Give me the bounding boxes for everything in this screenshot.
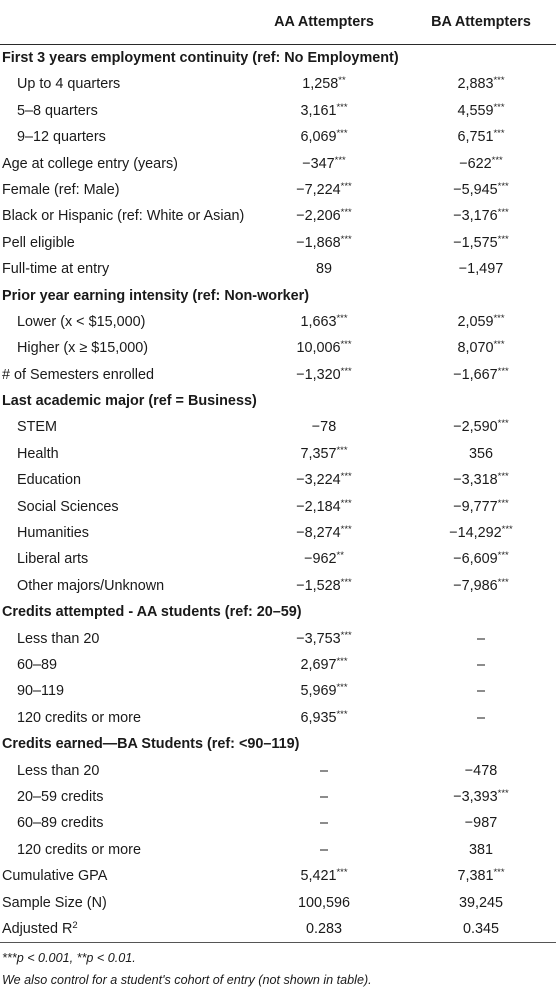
aa-coefficient-cell <box>242 784 406 810</box>
row-label-text: Cumulative GPA <box>2 868 108 885</box>
row-label-text: 20–59 credits <box>17 788 104 805</box>
table-row <box>0 494 556 520</box>
aa-coefficient-cell <box>242 414 406 440</box>
table-row <box>0 652 556 678</box>
table-row <box>0 71 556 97</box>
row-label-text: Lower (x < $15,000) <box>17 313 146 330</box>
aa-coefficient-value: 5,421 <box>300 868 337 885</box>
table-row <box>0 784 556 810</box>
aa-coefficient-cell <box>242 494 406 520</box>
aa-coefficient-value: −8,274 <box>296 525 341 542</box>
table-row <box>0 203 556 229</box>
table-row <box>0 890 556 916</box>
row-label-text: STEM <box>17 419 57 436</box>
aa-coefficient-cell <box>242 203 406 229</box>
aa-significance-stars: *** <box>336 444 348 456</box>
row-label <box>2 203 244 229</box>
table-row <box>0 151 556 177</box>
row-label <box>2 916 78 942</box>
aa-coefficient-value: −7,224 <box>296 181 341 198</box>
row-label <box>17 810 103 836</box>
ba-coefficient-value: −3,393 <box>453 788 498 805</box>
ba-coefficient-cell <box>406 151 556 177</box>
ba-coefficient-value: −622 <box>459 155 492 172</box>
aa-coefficient-value: −1,320 <box>296 366 341 383</box>
row-label-text: Black or Hispanic (ref: White or Asian) <box>2 208 245 225</box>
aa-coefficient-value: 0.283 <box>305 920 342 937</box>
row-label <box>17 573 164 599</box>
row-label <box>17 124 106 150</box>
ba-coefficient-value: – <box>476 709 485 726</box>
ba-coefficient-cell <box>406 362 556 388</box>
table-row <box>0 837 556 863</box>
ba-coefficient-cell <box>406 494 556 520</box>
ba-coefficient-cell <box>406 177 556 203</box>
ba-coefficient-cell <box>406 124 556 150</box>
row-label <box>17 335 148 361</box>
aa-coefficient-cell <box>242 177 406 203</box>
aa-coefficient-value: 1,663 <box>300 313 337 330</box>
row-label <box>17 784 103 810</box>
ba-coefficient-cell <box>406 758 556 784</box>
ba-coefficient-value: −3,176 <box>453 208 498 225</box>
aa-coefficient-value: 100,596 <box>297 894 351 911</box>
table-row <box>0 467 556 493</box>
ba-coefficient-value: 2,059 <box>457 313 494 330</box>
ba-coefficient-value: – <box>476 656 485 673</box>
row-label-text: Up to 4 quarters <box>17 76 121 93</box>
ba-coefficient-value: −5,945 <box>453 181 498 198</box>
ba-significance-stars: *** <box>493 128 505 140</box>
aa-coefficient-cell <box>242 573 406 599</box>
ba-coefficient-value: – <box>476 683 485 700</box>
row-label-text: Credits earned—BA Students (ref: <90–119) <box>2 736 300 753</box>
aa-significance-stars: *** <box>336 655 348 667</box>
row-label-text: 5–8 quarters <box>17 102 98 119</box>
ba-significance-stars: *** <box>497 233 509 245</box>
aa-significance-stars: *** <box>336 101 348 113</box>
aa-coefficient-cell <box>242 652 406 678</box>
row-label <box>2 256 109 282</box>
aa-significance-stars: *** <box>340 233 352 245</box>
table-row <box>0 546 556 572</box>
ba-coefficient-value: 381 <box>468 841 493 858</box>
ba-coefficient-value: 356 <box>468 445 493 462</box>
ba-significance-stars: *** <box>493 867 505 879</box>
ba-coefficient-cell <box>406 626 556 652</box>
ba-significance-stars: *** <box>497 576 509 588</box>
ba-coefficient-cell <box>406 203 556 229</box>
row-label-superscript: 2 <box>72 919 78 931</box>
aa-coefficient-cell <box>242 467 406 493</box>
aa-coefficient-value: 3,161 <box>300 102 337 119</box>
ba-significance-stars: *** <box>497 180 509 192</box>
aa-coefficient-cell <box>242 71 406 97</box>
aa-coefficient-cell <box>242 546 406 572</box>
table-row <box>0 177 556 203</box>
row-label-text: Credits attempted - AA students (ref: 20–59) <box>2 604 302 621</box>
row-label-text: 90–119 <box>17 683 64 700</box>
ba-coefficient-value: −1,667 <box>453 366 498 383</box>
ba-coefficient-value: 7,381 <box>457 868 494 885</box>
row-label-text: Pell eligible <box>2 234 75 251</box>
footnote-cohort-control: We also control for a student's cohort of entry (not shown in table). <box>2 973 372 988</box>
table-row <box>0 573 556 599</box>
aa-significance-stars: *** <box>336 312 348 324</box>
aa-coefficient-cell <box>242 362 406 388</box>
ba-coefficient-value: 39,245 <box>458 894 503 911</box>
table-row <box>0 705 556 731</box>
ba-coefficient-cell <box>406 309 556 335</box>
row-label-text: 9–12 quarters <box>17 129 106 146</box>
ba-coefficient-value: −2,590 <box>453 419 498 436</box>
row-label-text: # of Semesters enrolled <box>2 366 154 383</box>
aa-coefficient-cell <box>242 890 406 916</box>
row-label-text: Prior year earning intensity (ref: Non-worker) <box>2 287 310 304</box>
ba-significance-stars: *** <box>493 339 505 351</box>
ba-coefficient-value: – <box>476 630 485 647</box>
ba-coefficient-cell <box>406 890 556 916</box>
row-label-text: Education <box>17 472 82 489</box>
aa-coefficient-value: −347 <box>302 155 335 172</box>
table-row <box>0 916 556 942</box>
ba-coefficient-cell <box>406 863 556 889</box>
table-footnotes <box>0 947 556 991</box>
row-label-text: Age at college entry (years) <box>2 155 178 172</box>
aa-significance-stars: *** <box>340 524 352 536</box>
aa-coefficient-cell <box>242 758 406 784</box>
section-header-row <box>0 283 556 309</box>
ba-coefficient-cell <box>406 573 556 599</box>
table-row <box>0 309 556 335</box>
table-row <box>0 414 556 440</box>
ba-significance-stars: *** <box>493 101 505 113</box>
aa-coefficient-cell <box>242 151 406 177</box>
ba-coefficient-value: −1,497 <box>458 261 504 278</box>
ba-coefficient-value: −1,575 <box>453 234 498 251</box>
ba-coefficient-cell <box>406 705 556 731</box>
footnote-significance: ***p < 0.001, **p < 0.01. <box>2 951 136 966</box>
aa-coefficient-value: −1,868 <box>296 234 341 251</box>
aa-coefficient-cell <box>242 124 406 150</box>
row-label-text: Adjusted R <box>2 920 73 937</box>
row-label <box>2 731 299 757</box>
aa-significance-stars: *** <box>336 867 348 879</box>
aa-coefficient-cell <box>242 916 406 942</box>
table-header-row <box>0 0 556 44</box>
ba-coefficient-cell <box>406 837 556 863</box>
aa-coefficient-cell <box>242 810 406 836</box>
bottom-rule <box>0 942 556 943</box>
ba-coefficient-cell <box>406 441 556 467</box>
aa-coefficient-cell <box>242 98 406 124</box>
row-label <box>17 414 57 440</box>
row-label-text: Last academic major (ref = Business) <box>2 393 257 410</box>
row-label <box>2 599 302 625</box>
aa-significance-stars: *** <box>336 128 348 140</box>
aa-coefficient-value: – <box>319 762 328 779</box>
row-label-text: 120 credits or more <box>17 709 141 726</box>
table-row <box>0 441 556 467</box>
ba-coefficient-cell <box>406 810 556 836</box>
row-label-text: Other majors/Unknown <box>17 577 165 594</box>
aa-coefficient-cell <box>242 626 406 652</box>
ba-significance-stars: *** <box>497 418 509 430</box>
ba-coefficient-value: 6,751 <box>457 129 494 146</box>
table-row <box>0 362 556 388</box>
section-header-row <box>0 45 556 71</box>
ba-coefficient-value: −3,318 <box>453 472 498 489</box>
table-row <box>0 256 556 282</box>
row-label <box>17 494 119 520</box>
ba-coefficient-cell <box>406 652 556 678</box>
ba-coefficient-cell <box>406 71 556 97</box>
row-label-text: Social Sciences <box>17 498 119 515</box>
table-row <box>0 863 556 889</box>
aa-coefficient-value: −2,206 <box>296 208 341 225</box>
table-row <box>0 626 556 652</box>
ba-significance-stars: *** <box>497 471 509 483</box>
ba-significance-stars: *** <box>491 154 503 166</box>
ba-significance-stars: *** <box>493 312 505 324</box>
section-header-row <box>0 599 556 625</box>
row-label-text: 60–89 credits <box>17 815 104 832</box>
ba-coefficient-cell <box>406 520 556 546</box>
row-label <box>17 546 88 572</box>
ba-significance-stars: *** <box>501 524 513 536</box>
row-label-text: Health <box>17 445 59 462</box>
aa-coefficient-value: −3,224 <box>296 472 341 489</box>
row-label <box>17 652 57 678</box>
aa-coefficient-value: 10,006 <box>296 340 341 357</box>
ba-coefficient-cell <box>406 678 556 704</box>
ba-significance-stars: *** <box>497 497 509 509</box>
aa-coefficient-cell <box>242 863 406 889</box>
row-label <box>2 283 309 309</box>
aa-significance-stars: *** <box>340 629 352 641</box>
aa-coefficient-value: −2,184 <box>296 498 341 515</box>
table-row <box>0 758 556 784</box>
ba-coefficient-value: 4,559 <box>457 102 494 119</box>
row-label <box>17 678 64 704</box>
aa-coefficient-value: 6,935 <box>300 709 337 726</box>
row-label <box>17 467 81 493</box>
table-row <box>0 810 556 836</box>
table-row <box>0 678 556 704</box>
row-label-text: Less than 20 <box>17 630 100 647</box>
row-label <box>17 705 141 731</box>
ba-coefficient-cell <box>406 256 556 282</box>
aa-significance-stars: ** <box>338 75 346 87</box>
row-label-text: Liberal arts <box>17 551 89 568</box>
row-label <box>17 626 99 652</box>
row-label <box>17 758 99 784</box>
ba-significance-stars: *** <box>497 207 509 219</box>
table-row <box>0 124 556 150</box>
aa-significance-stars: ** <box>336 550 344 562</box>
aa-significance-stars: *** <box>336 682 348 694</box>
aa-coefficient-value: 2,697 <box>300 656 337 673</box>
table-body <box>0 45 556 942</box>
row-label <box>2 362 154 388</box>
aa-coefficient-value: 5,969 <box>300 683 337 700</box>
table-row <box>0 335 556 361</box>
row-label-text: Full-time at entry <box>2 261 110 278</box>
row-label <box>17 837 141 863</box>
aa-significance-stars: *** <box>340 471 352 483</box>
aa-coefficient-value: 6,069 <box>300 129 337 146</box>
aa-coefficient-cell <box>242 230 406 256</box>
aa-significance-stars: *** <box>340 497 352 509</box>
ba-coefficient-value: 8,070 <box>457 340 494 357</box>
aa-significance-stars: *** <box>340 207 352 219</box>
row-label-text: Sample Size (N) <box>2 894 107 911</box>
row-label <box>17 71 120 97</box>
row-label <box>2 388 257 414</box>
aa-coefficient-value: – <box>319 841 328 858</box>
row-label <box>2 177 120 203</box>
aa-coefficient-value: – <box>319 788 328 805</box>
ba-coefficient-cell <box>406 414 556 440</box>
aa-coefficient-cell <box>242 520 406 546</box>
ba-coefficient-value: 2,883 <box>457 76 494 93</box>
row-label-text: First 3 years employment continuity (ref: No Employment) <box>2 50 399 66</box>
section-header-row <box>0 731 556 757</box>
aa-coefficient-cell <box>242 705 406 731</box>
aa-coefficient-value: – <box>319 815 328 832</box>
table-row <box>0 230 556 256</box>
ba-significance-stars: *** <box>497 550 509 562</box>
ba-coefficient-cell <box>406 98 556 124</box>
ba-coefficient-value: 0.345 <box>462 920 499 937</box>
ba-coefficient-value: −478 <box>464 762 498 779</box>
aa-coefficient-cell <box>242 441 406 467</box>
ba-coefficient-cell <box>406 916 556 942</box>
table-row <box>0 98 556 124</box>
ba-significance-stars: *** <box>497 365 509 377</box>
aa-coefficient-cell <box>242 678 406 704</box>
ba-significance-stars: *** <box>497 787 509 799</box>
aa-coefficient-cell <box>242 256 406 282</box>
ba-coefficient-value: −987 <box>464 815 498 832</box>
row-label <box>2 151 178 177</box>
row-label <box>2 45 399 71</box>
aa-significance-stars: *** <box>334 154 346 166</box>
row-label <box>17 441 59 467</box>
aa-significance-stars: *** <box>340 339 352 351</box>
aa-coefficient-value: −3,753 <box>296 630 341 647</box>
ba-coefficient-value: −6,609 <box>453 551 498 568</box>
ba-coefficient-cell <box>406 467 556 493</box>
row-label <box>17 98 98 124</box>
aa-significance-stars: *** <box>340 180 352 192</box>
row-label-text: Less than 20 <box>17 762 100 779</box>
ba-coefficient-cell <box>406 546 556 572</box>
row-label <box>2 863 107 889</box>
aa-coefficient-value: 89 <box>315 261 332 278</box>
aa-coefficient-value: 7,357 <box>300 445 337 462</box>
row-label-text: Female (ref: Male) <box>2 181 120 198</box>
ba-coefficient-value: −9,777 <box>453 498 498 515</box>
ba-coefficient-cell <box>406 230 556 256</box>
aa-coefficient-value: 1,258 <box>302 76 339 93</box>
header-ba-attempters: BA Attempters <box>431 14 531 30</box>
aa-coefficient-cell <box>242 837 406 863</box>
ba-coefficient-cell <box>406 335 556 361</box>
row-label <box>2 890 107 916</box>
row-label-text: 120 credits or more <box>17 841 141 858</box>
row-label-text: Humanities <box>17 525 89 542</box>
ba-coefficient-value: −14,292 <box>449 525 502 542</box>
ba-coefficient-value: −7,986 <box>453 577 498 594</box>
row-label <box>2 230 75 256</box>
row-label <box>17 309 145 335</box>
ba-coefficient-cell <box>406 784 556 810</box>
row-label-text: Higher (x ≥ $15,000) <box>17 340 149 357</box>
aa-coefficient-value: −78 <box>311 419 337 436</box>
section-header-row <box>0 388 556 414</box>
table-row <box>0 520 556 546</box>
aa-significance-stars: *** <box>340 365 352 377</box>
aa-coefficient-cell <box>242 309 406 335</box>
aa-coefficient-value: −1,528 <box>296 577 341 594</box>
aa-significance-stars: *** <box>336 708 348 720</box>
ba-significance-stars: *** <box>493 75 505 87</box>
row-label <box>17 520 89 546</box>
aa-significance-stars: *** <box>340 576 352 588</box>
aa-coefficient-cell <box>242 335 406 361</box>
row-label-text: 60–89 <box>17 656 58 673</box>
header-aa-attempters: AA Attempters <box>274 14 374 30</box>
aa-coefficient-value: −962 <box>304 551 337 568</box>
